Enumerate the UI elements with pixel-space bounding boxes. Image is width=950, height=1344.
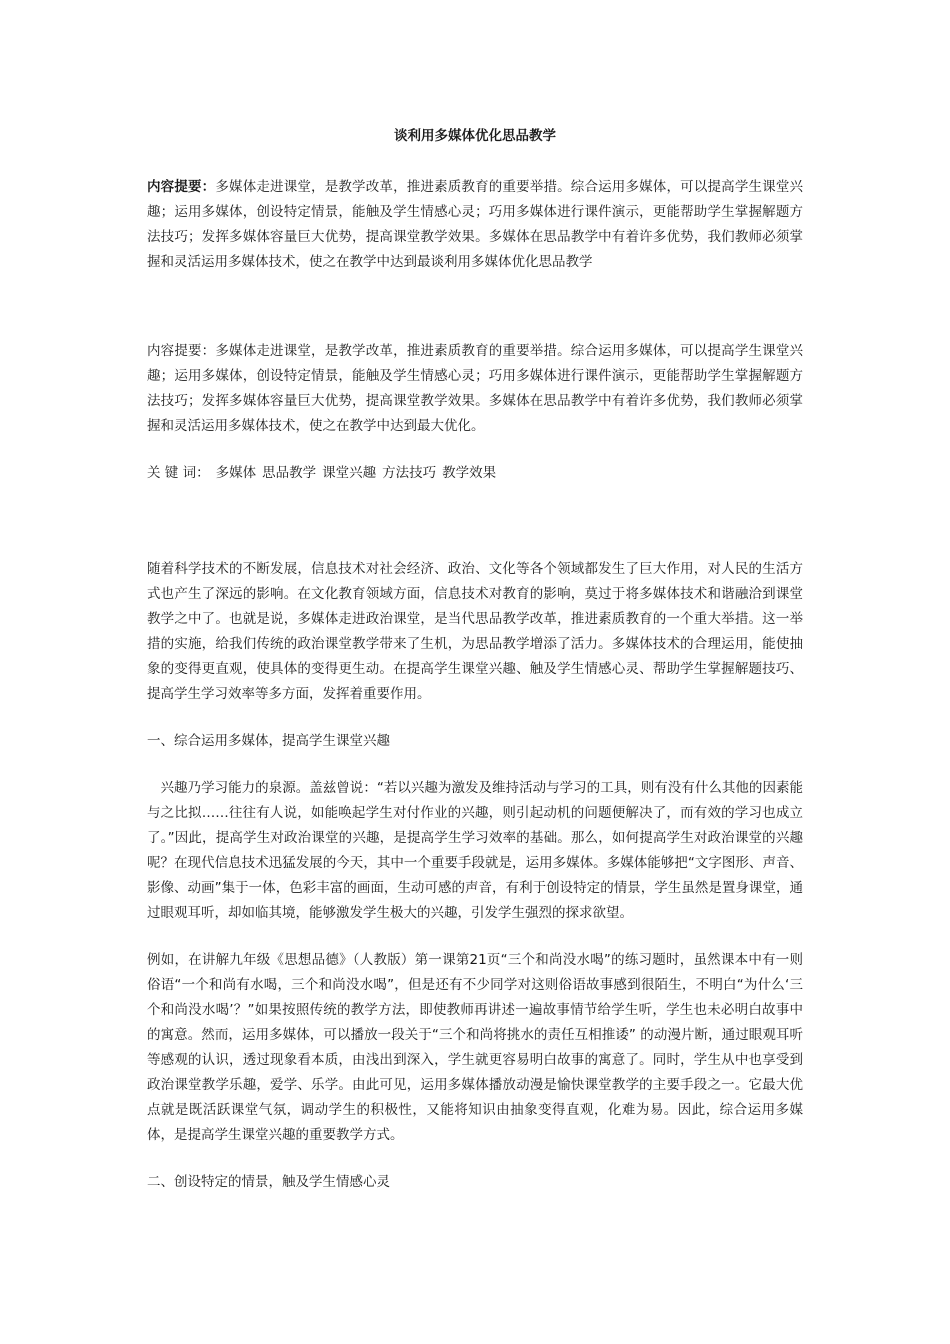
section-heading-2: 二、创设特定的情景，触及学生情感心灵 (147, 1174, 390, 1190)
abstract-text: 多媒体走进课堂，是教学改革，推进素质教育的重要举措。综合运用多媒体，可以提高学生课堂兴趣；运用多媒体，创设特定情景，能触及学生情感心灵；巧用多媒体进行课件演示，更能帮助学生掌握解题方法技巧；发挥多媒体容量巨大优势，提高课堂教学效果。多媒体在思品教学中有着许多优势，我们教师必须掌握和灵活运用多媒体技术，使之在教学中达到最谈利用多媒体优化思品教学 (147, 179, 804, 270)
body-paragraph-2: 例如，在讲解九年级《思想品德》（人教版）第一课第21页“三个和尚没水喝”的练习题时，虽然课本中有一则俗语“一个和尚有水喝，三个和尚没水喝”，但是还有不少同学对这则俗语故事感到很陌生，不明白“为什么‘三个和尚没水喝’？”如果按照传统的教学方法，即使教师再讲述一遍故事情节给学生听，学生也未必明白故事中的寓意。然而，运用多媒体，可以播放一段关于“三个和尚将挑水的责任互相推诿” 的动漫片断，通过眼观耳听等感观的认识，透过现象看本质，由浅出到深入，学生就更容易明白故事的寓意了。同时，学生从中也享受到政治课堂教学乐趣，爱学、乐学。由此可见，运用多媒体播放动漫是愉快课堂教学的主要手段之一。它最大优点就是既活跃课堂气氛，调动学生的积极性，又能将知识由抽象变得直观，化难为易。因此，综合运用多媒体，是提高学生课堂兴趣的重要教学方式。 (147, 952, 803, 1143)
keywords-line (147, 461, 803, 486)
keyword-item: 多媒体 (215, 465, 257, 481)
keyword-item: 教学效果 (442, 465, 497, 481)
document-title: 谈利用多媒体优化思品教学 (394, 128, 556, 144)
keywords-label: 关 键 词： (147, 465, 210, 481)
keyword-item: 课堂兴趣 (322, 465, 377, 481)
section-heading-1: 一、综合运用多媒体，提高学生课堂兴趣 (147, 733, 390, 749)
body-paragraph-1: 兴趣乃学习能力的泉源。盖兹曾说：“若以兴趣为激发及维持活动与学习的工具，则有没有什么其他的因素能与之比拟……往往有人说，如能唤起学生对付作业的兴趣，则引起动机的问题便解决了，而有效的学习也成立了。”因此，提高学生对政治课堂的兴趣，是提高学生学习效率的基础。那么，如何提高学生对政治课堂的兴趣呢？在现代信息技术迅猛发展的今天，其中一个重要手段就是，运用多媒体。多媒体能够把“文字图形、声音、影像、动画”集于一体，色彩丰富的画面，生动可感的声音，有利于创设特定的情景，学生虽然是置身课堂，通过眼观耳听，却如临其境，能够激发学生极大的兴趣，引发学生强烈的探求欲望。 (147, 780, 803, 921)
keyword-item: 方法技巧 (382, 465, 437, 481)
abstract-label: 内容提要： (147, 179, 216, 195)
abstract-paragraph: 内容提要：多媒体走进课堂，是教学改革，推进素质教育的重要举措。综合运用多媒体，可以提高学生课堂兴趣；运用多媒体，创设特定情景，能触及学生情感心灵；巧用多媒体进行课件演示，更能帮助学生掌握解题方法技巧；发挥多媒体容量巨大优势，提高课堂教学效果。多媒体在思品教学中有着许多优势，我们教师必须掌握和灵活运用多媒体技术，使之在教学中达到最大优化。 (147, 343, 803, 434)
intro-paragraph: 随着科学技术的不断发展，信息技术对社会经济、政治、文化等各个领域都发生了巨大作用，对人民的生活方式也产生了深远的影响。在文化教育领域方面，信息技术对教育的影响，莫过于将多媒体技术和谐融洽到课堂教学之中了。也就是说，多媒体走进政治课堂，是当代思品教学改革，推进素质教育的一个重大举措。这一举措的实施，给我们传统的政治课堂教学带来了生机，为思品教学增添了活力。多媒体技术的合理运用，能使抽象的变得更直观，使具体的变得更生动。在提高学生课堂兴趣、触及学生情感心灵、帮助学生掌握解题技巧、提高学生学习效率等多方面，发挥着重要作用。 (147, 561, 803, 702)
abstract-paragraph-bold-label (147, 175, 803, 275)
keyword-item: 思品教学 (262, 465, 317, 481)
